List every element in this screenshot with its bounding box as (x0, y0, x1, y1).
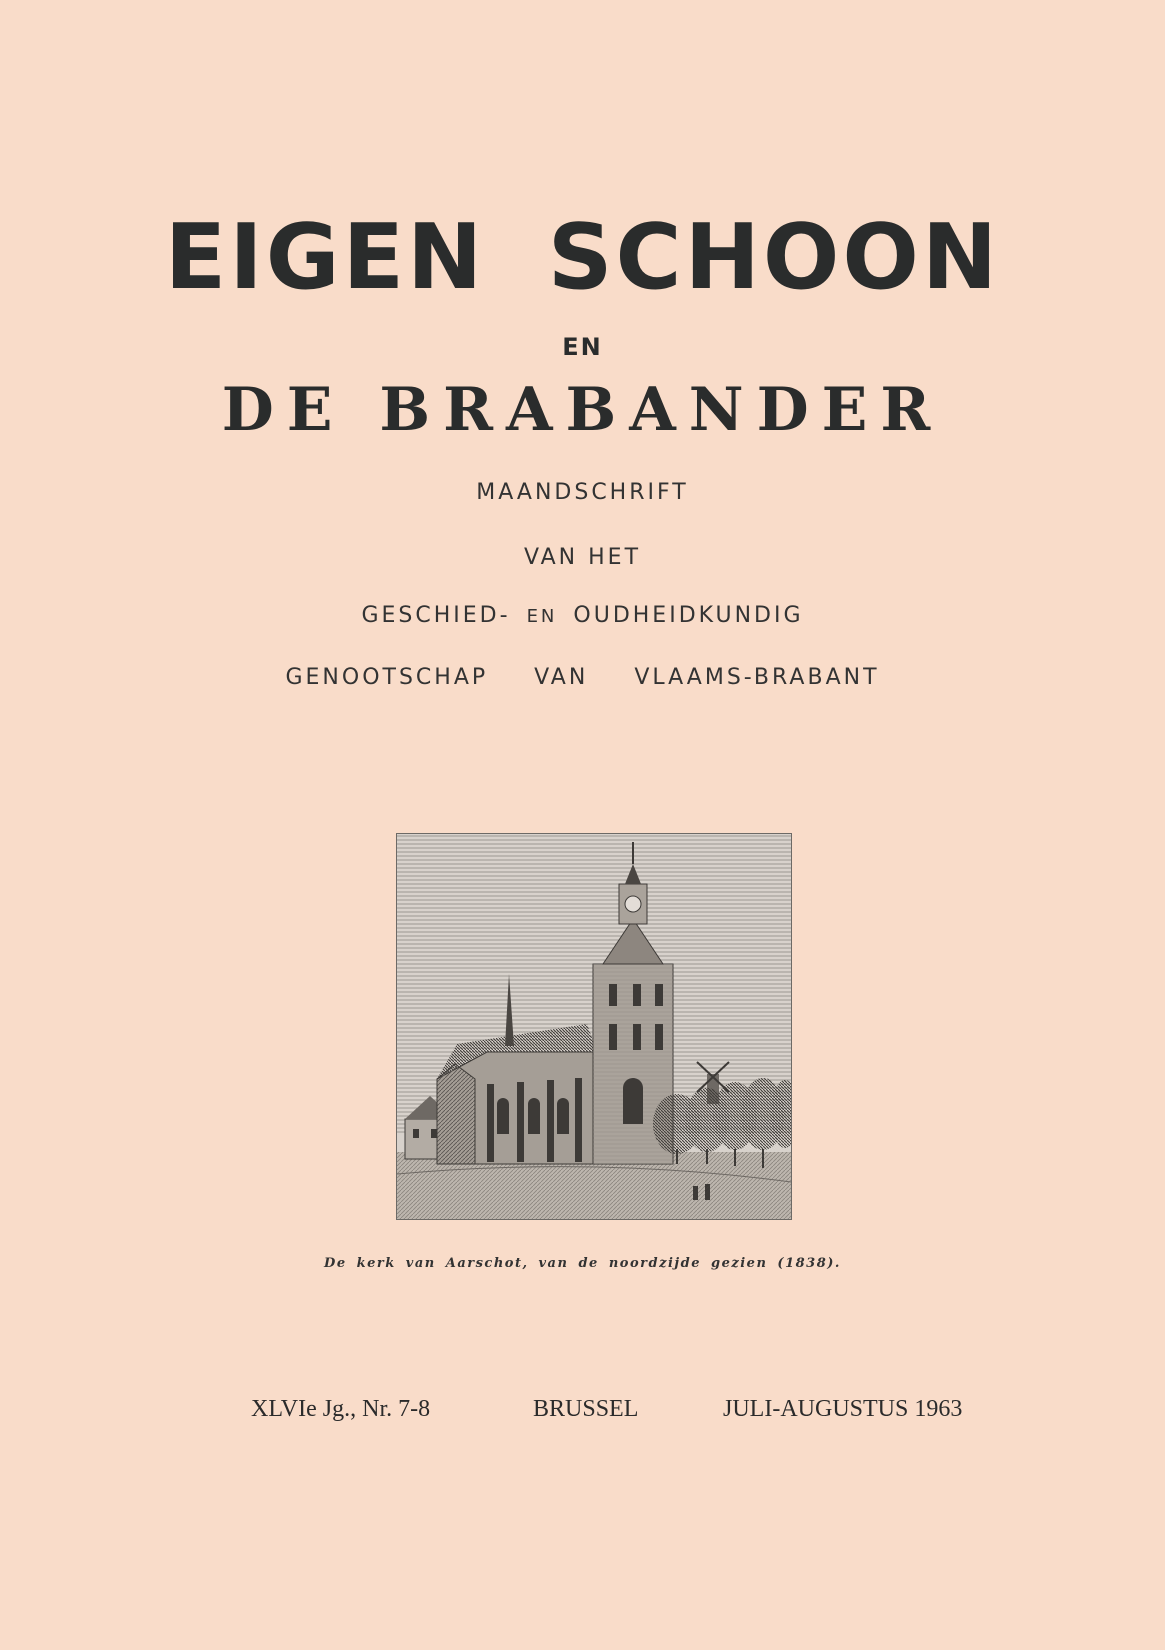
publisher-word-genootschap: GENOOTSCHAP (285, 665, 489, 690)
publisher-word-van: VAN (534, 665, 589, 690)
publisher-word-oudheidkundig: OUDHEIDKUNDIG (573, 603, 804, 628)
publisher-prefix: VAN HET (523, 545, 642, 570)
figure-caption: De kerk van Aarschot, van de noordzijde gezien (1838). (324, 1256, 841, 1271)
publisher-word-en: EN (526, 606, 558, 627)
magazine-subtitle: DE BRABANDER (221, 375, 944, 445)
publisher-line-2 (0, 665, 1165, 690)
publisher-word-geschied: GESCHIED- (361, 603, 511, 628)
publisher-word-vlaams-brabant: VLAAMS-BRABANT (634, 665, 880, 690)
issue-number: XLVIe Jg., Nr. 7-8 (251, 1396, 431, 1422)
church-engraving (396, 833, 792, 1220)
magazine-title: EIGEN SCHOON (164, 205, 1001, 310)
publication-date: JULI-AUGUSTUS 1963 (723, 1396, 963, 1422)
publication-place: BRUSSEL (533, 1396, 639, 1422)
publisher-line-1 (0, 603, 1165, 628)
publication-type: MAANDSCHRIFT (476, 480, 689, 505)
title-connector: EN (562, 333, 603, 361)
